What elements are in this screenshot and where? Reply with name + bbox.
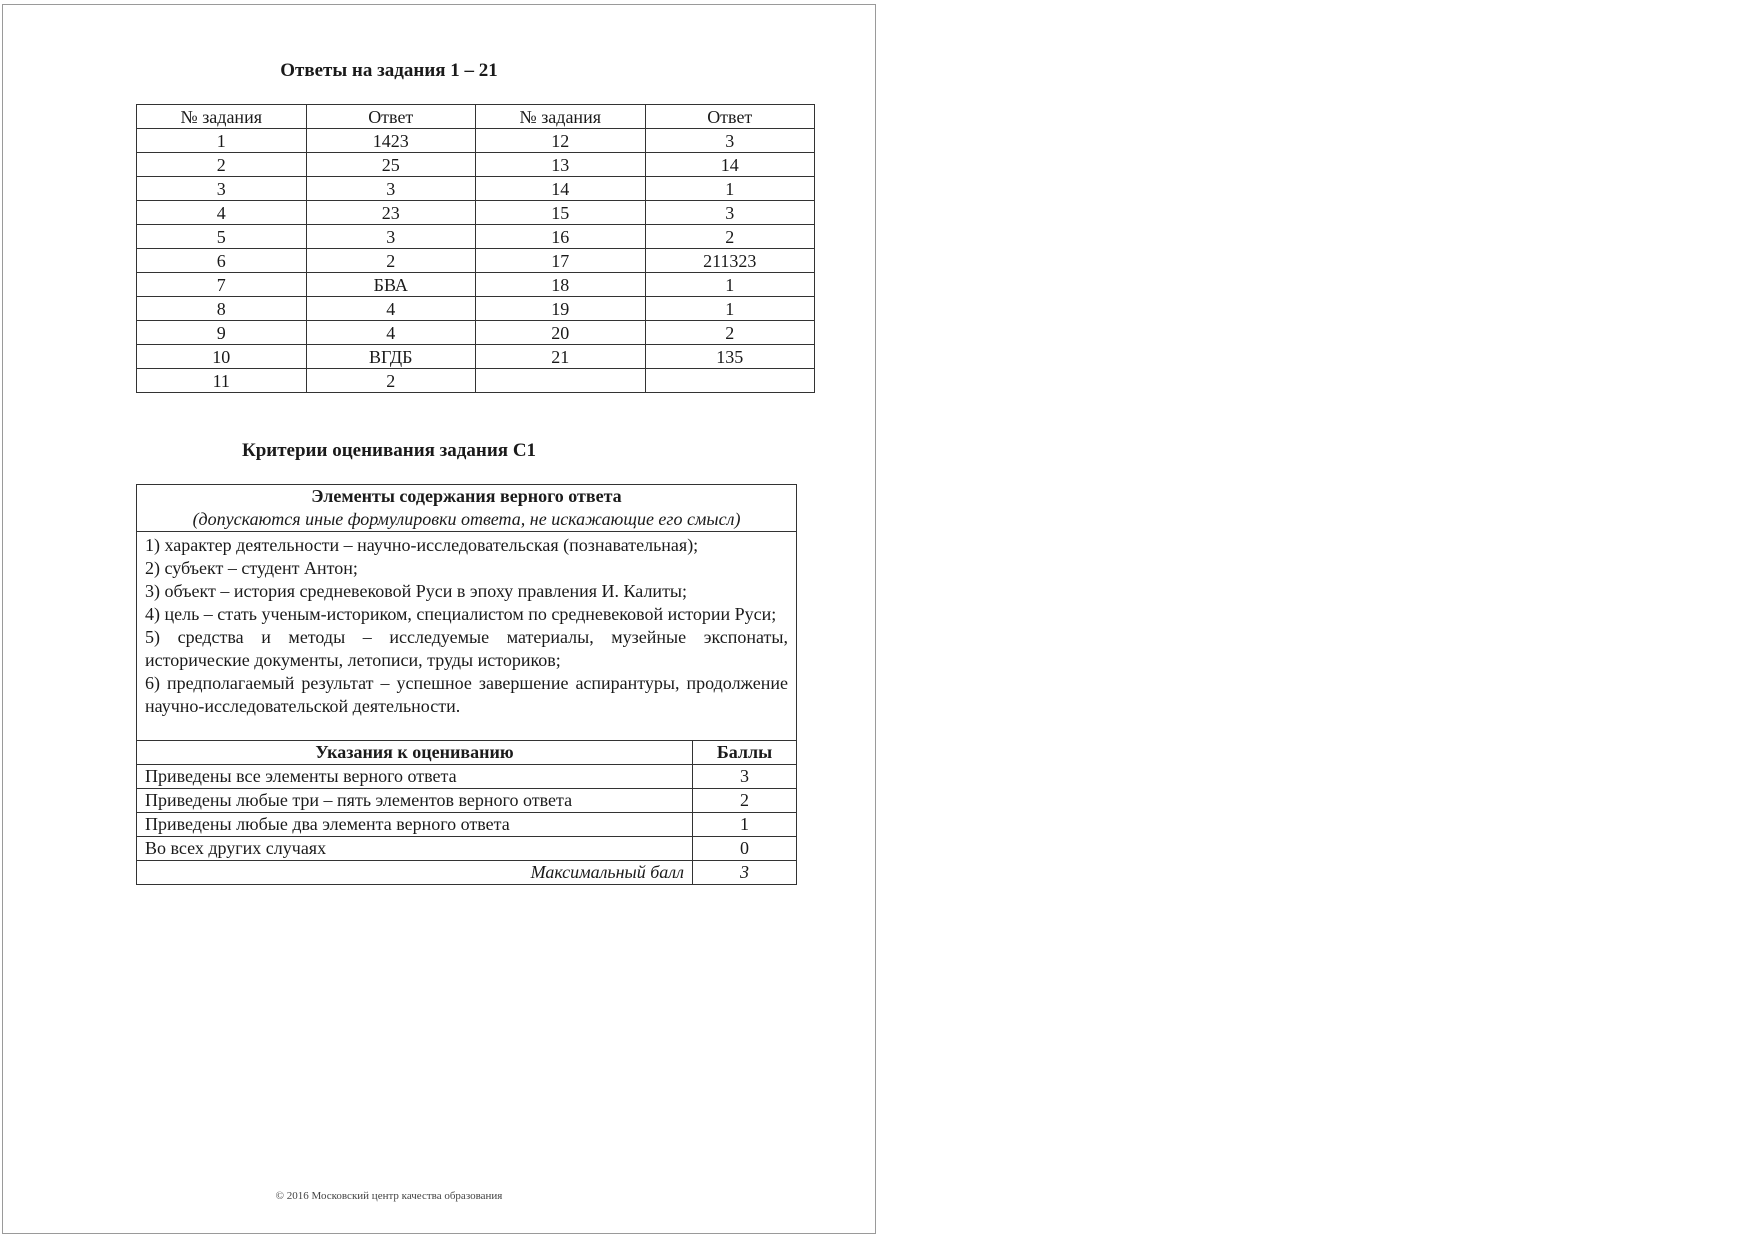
answer-cell: 2 xyxy=(306,249,476,273)
criteria-heading-cell xyxy=(137,485,797,532)
header-answer: Ответ xyxy=(645,105,815,129)
scoring-points: 0 xyxy=(693,837,797,861)
table-row xyxy=(137,225,815,249)
answer-element: 4) цель – стать ученым-историком, специалистом по средневековой истории Руси; xyxy=(145,604,777,624)
scoring-instruction: Приведены все элементы верного ответа xyxy=(137,765,693,789)
task-number: 18 xyxy=(476,273,646,297)
scoring-instruction: Приведены любые два элемента верного ответа xyxy=(137,813,693,837)
scoring-points: 3 xyxy=(693,765,797,789)
task-number: 11 xyxy=(137,369,307,393)
answer-cell: 23 xyxy=(306,201,476,225)
answer-cell: 3 xyxy=(306,225,476,249)
task-number: 3 xyxy=(137,177,307,201)
task-number: 10 xyxy=(137,345,307,369)
max-score-label: Максимальный балл xyxy=(137,861,693,885)
task-number: 6 xyxy=(137,249,307,273)
answer-cell: 25 xyxy=(306,153,476,177)
answer-cell: 2 xyxy=(645,321,815,345)
answer-cell: БВА xyxy=(306,273,476,297)
task-number: 16 xyxy=(476,225,646,249)
answer-cell: 4 xyxy=(306,321,476,345)
answer-element: 3) объект – история средневековой Руси в эпоху правления И. Калиты; xyxy=(145,581,688,601)
table-row xyxy=(137,129,815,153)
max-score-value: 3 xyxy=(693,861,797,885)
table-row xyxy=(137,249,815,273)
task-number: 5 xyxy=(137,225,307,249)
table-row xyxy=(137,813,797,837)
answer-element: 1) характер деятельности – научно-исследовательская (познавательная); xyxy=(145,535,699,555)
answer-cell: 2 xyxy=(306,369,476,393)
scoring-instruction: Во всех других случаях xyxy=(137,837,693,861)
answer-element: 5) средства и методы – исследуемые материалы, музейные экспонаты, исторические документы, летописи, труды историков; xyxy=(145,627,788,670)
task-number: 1 xyxy=(137,129,307,153)
table-row xyxy=(137,789,797,813)
table-row xyxy=(137,765,797,789)
criteria-title: Критерии оценивания задания С1 xyxy=(241,440,537,461)
answer-cell: 3 xyxy=(645,201,815,225)
answer-cell: 1423 xyxy=(306,129,476,153)
task-number: 17 xyxy=(476,249,646,273)
table-row xyxy=(137,153,815,177)
scoring-points: 1 xyxy=(693,813,797,837)
copyright-footer: © 2016 Московский центр качества образования xyxy=(275,1190,503,1202)
answer-cell: 2 xyxy=(645,225,815,249)
criteria-heading: Элементы содержания верного ответа xyxy=(311,486,622,506)
table-row xyxy=(137,321,815,345)
criteria-table xyxy=(136,484,797,885)
answer-cell: 3 xyxy=(645,129,815,153)
task-number: 20 xyxy=(476,321,646,345)
scoring-header-row xyxy=(137,741,797,765)
answer-element: 2) субъект – студент Антон; xyxy=(145,558,358,578)
answer-cell: 1 xyxy=(645,297,815,321)
instructions-header: Указания к оцениванию xyxy=(137,741,693,765)
header-task-number: № задания xyxy=(476,105,646,129)
answer-element: 6) предполагаемый результат – успешное завершение аспирантуры, продолжение научно-исследовательской деятельности. xyxy=(145,673,788,716)
answer-cell xyxy=(645,369,815,393)
criteria-elements-cell xyxy=(137,532,797,741)
answers-header-row xyxy=(137,105,815,129)
task-number: 7 xyxy=(137,273,307,297)
table-row xyxy=(137,345,815,369)
task-number: 12 xyxy=(476,129,646,153)
table-row xyxy=(137,201,815,225)
table-row xyxy=(137,177,815,201)
answer-cell: 1 xyxy=(645,273,815,297)
task-number: 4 xyxy=(137,201,307,225)
task-number: 19 xyxy=(476,297,646,321)
table-row xyxy=(137,837,797,861)
scoring-instruction: Приведены любые три – пять элементов верного ответа xyxy=(137,789,693,813)
header-answer: Ответ xyxy=(306,105,476,129)
task-number: 21 xyxy=(476,345,646,369)
scoring-points: 2 xyxy=(693,789,797,813)
task-number: 2 xyxy=(137,153,307,177)
document-page xyxy=(2,4,876,1234)
answer-cell: 14 xyxy=(645,153,815,177)
criteria-heading-row xyxy=(137,485,797,532)
answer-cell: 211323 xyxy=(645,249,815,273)
task-number: 13 xyxy=(476,153,646,177)
task-number: 8 xyxy=(137,297,307,321)
answer-cell: 1 xyxy=(645,177,815,201)
answers-table xyxy=(136,104,815,393)
table-row xyxy=(137,297,815,321)
criteria-subheading: (допускаются иные формулировки ответа, не искажающие его смысл) xyxy=(192,509,741,529)
answers-title: Ответы на задания 1 – 21 xyxy=(280,60,498,81)
task-number xyxy=(476,369,646,393)
task-number: 15 xyxy=(476,201,646,225)
table-row xyxy=(137,273,815,297)
answer-cell: 3 xyxy=(306,177,476,201)
points-header: Баллы xyxy=(693,741,797,765)
answer-cell: 135 xyxy=(645,345,815,369)
task-number: 9 xyxy=(137,321,307,345)
answer-cell: 4 xyxy=(306,297,476,321)
criteria-elements-row xyxy=(137,532,797,741)
task-number: 14 xyxy=(476,177,646,201)
answer-cell: ВГДБ xyxy=(306,345,476,369)
header-task-number: № задания xyxy=(137,105,307,129)
max-score-row xyxy=(137,861,797,885)
table-row xyxy=(137,369,815,393)
